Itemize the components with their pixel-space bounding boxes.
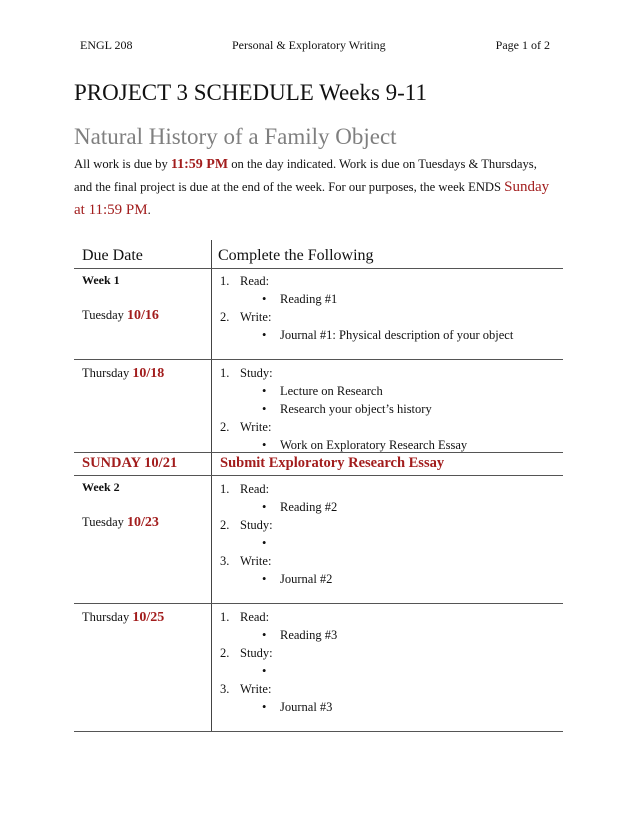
list-item bbox=[240, 534, 563, 552]
date-value: 10/25 bbox=[132, 610, 165, 625]
week-end-time: Sunday at 11:59 PM bbox=[74, 179, 550, 218]
list-item: 2. Study: • bbox=[220, 516, 563, 552]
list-item: 1. Read: • Reading #1 bbox=[220, 272, 563, 308]
day-name: Tuesday bbox=[82, 515, 128, 529]
list-item: • Journal #2 bbox=[240, 570, 563, 588]
list-item: 3. Write: • Journal #3 bbox=[220, 680, 563, 716]
page-title: PROJECT 3 SCHEDULE Weeks 9-11 bbox=[74, 80, 427, 105]
due-time: 11:59 PM bbox=[170, 157, 229, 172]
table-header-row bbox=[74, 240, 563, 269]
sunday-task: Submit Exploratory Research Essay bbox=[220, 455, 445, 471]
due-date bbox=[82, 513, 211, 531]
list-item: 2. Study: • bbox=[220, 644, 563, 680]
schedule-table bbox=[74, 240, 563, 732]
header-complete: Complete the Following bbox=[218, 247, 374, 264]
header-due-date: Due Date bbox=[74, 240, 212, 268]
list-item: 2. Write: • Work on Exploratory Research Essay bbox=[220, 418, 563, 454]
list-item: • Reading #2 bbox=[240, 498, 563, 516]
intro-paragraph bbox=[74, 153, 554, 222]
day-name: Tuesday bbox=[82, 308, 128, 322]
course-title: Personal & Exploratory Writing bbox=[232, 38, 386, 52]
list-item: • Research your object’s history bbox=[240, 400, 563, 418]
task-list bbox=[220, 272, 563, 344]
list-item bbox=[240, 662, 563, 680]
list-item: • Reading #3 bbox=[240, 626, 563, 644]
table-row bbox=[74, 604, 563, 732]
table-row bbox=[74, 269, 563, 360]
sunday-date: SUNDAY 10/21 bbox=[74, 453, 212, 475]
task-list bbox=[220, 480, 563, 588]
list-item: 2. Write: • Journal #1: Physical description of your object bbox=[220, 308, 563, 344]
day-name: Thursday bbox=[82, 610, 133, 624]
list-item: • Journal #3 bbox=[240, 698, 563, 716]
table-row bbox=[74, 453, 563, 476]
intro-text-2: on the day indicated. Work is due on Tuesdays & Thursdays, and the final project is due at the end of the week. For our purposes, the week ENDS bbox=[74, 157, 537, 194]
intro-text-3: . bbox=[147, 203, 151, 217]
list-item: • Journal #1: Physical description of your object bbox=[240, 326, 563, 344]
week-label: Week 2 bbox=[82, 480, 120, 494]
task-list bbox=[220, 608, 563, 716]
list-item: 1. Read: • Reading #2 bbox=[220, 480, 563, 516]
list-item: • Work on Exploratory Research Essay bbox=[240, 436, 563, 454]
course-code: ENGL 208 bbox=[80, 38, 133, 52]
due-date bbox=[74, 604, 212, 731]
intro-text-1: All work is due by bbox=[74, 157, 171, 171]
page-header bbox=[80, 38, 550, 56]
page-number: Page 1 of 2 bbox=[495, 38, 550, 52]
page-subtitle: Natural History of a Family Object bbox=[74, 124, 397, 149]
date-value: 10/16 bbox=[127, 308, 159, 323]
list-item: • Reading #1 bbox=[240, 290, 563, 308]
table-row bbox=[74, 360, 563, 453]
day-name: Thursday bbox=[82, 366, 133, 380]
date-value: 10/18 bbox=[132, 366, 165, 381]
due-date bbox=[74, 360, 212, 452]
due-date bbox=[82, 306, 211, 324]
list-item: • Lecture on Research bbox=[240, 382, 563, 400]
table-row bbox=[74, 476, 563, 604]
task-list bbox=[220, 364, 563, 454]
list-item: 3. Write: • Journal #2 bbox=[220, 552, 563, 588]
date-value: 10/23 bbox=[127, 515, 159, 530]
list-item: 1. Study: • Lecture on Research • Research your object’s history bbox=[220, 364, 563, 418]
week-label: Week 1 bbox=[82, 273, 120, 287]
list-item: 1. Read: • Reading #3 bbox=[220, 608, 563, 644]
